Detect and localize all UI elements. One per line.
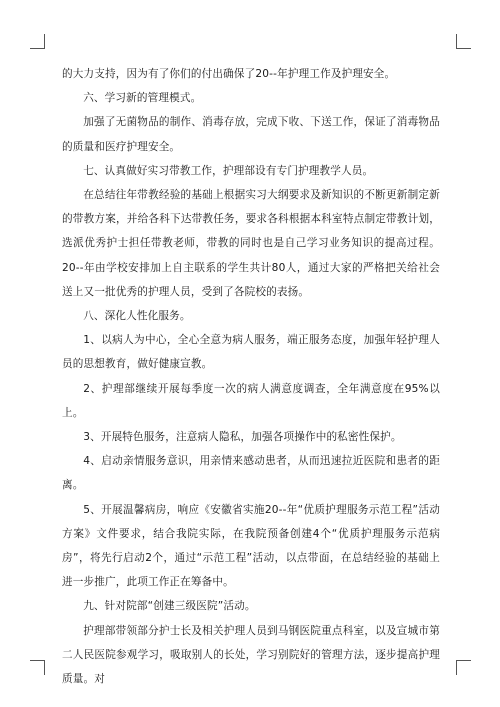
paragraph: 在总结往年带教经验的基础上根据实习大纲要求及新知识的不断更新制定新的带教方案，并给各科下达带教任务，要求各科根据本科室特点制定带教计划，选派优秀护士担任带教老师，带教的同时也是自己学习业务知识的提高过程。20--年由学校安排加上自主联系的学生共计80人，通过大家的严格把关给社会送上又一批优秀的护理人员，受到了各院校的表扬。 [62,189,440,298]
list-item: 3、开展特色服务，注意病人隐私，加强各项操作中的私密性保护。 [83,431,402,444]
document-body [62,62,440,691]
paragraph: 护理部带领部分护士长及相关护理人员到马钢医院重点科室，以及宣城市第二人民医院参观学习，吸取别人的长处，学习别院好的管理方法，逐步提高护理质量。对 [62,624,440,686]
list-item: 2、护理部继续开展每季度一次的病人满意度调查，全年满意度在95%以上。 [62,382,440,419]
list-item: 5、开展温馨病房，响应《安徽省实施20--年“优质护理服务示范工程”活动方案》文件要求，结合我院实际，在我院预备创建4个“优质护理服务示范病房”，将先行启动2个，通过“示范工程”活动，以点带面，在总结经验的基础上进一步推广，此项工作正在筹备中。 [62,503,440,589]
section-heading: 六、学习新的管理模式。 [83,92,202,105]
paragraph: 加强了无菌物品的制作、消毒存放，完成下收、下送工作，保证了消毒物品的质量和医疗护理安全。 [62,116,440,153]
section-heading: 八、深化人性化服务。 [83,310,191,323]
crop-mark-top-left [30,34,45,49]
list-item: 4、启动亲情服务意识，用亲情来感动患者，从而迅速拉近医院和患者的距离。 [62,455,440,492]
paragraph-continuation: 的大力支持，因为有了你们的付出确保了20--年护理工作及护理安全。 [62,68,396,80]
crop-mark-bottom-left [30,660,45,675]
section-heading: 七、认真做好实习带教工作，护理部设有专门护理教学人员。 [83,164,374,177]
list-item: 1、以病人为中心，全心全意为病人服务，端正服务态度，加强年轻护理人员的思想教育，做好健康宣教。 [62,334,440,371]
section-heading: 九、针对院部“创建三级医院”活动。 [83,600,256,613]
crop-mark-top-right [456,34,471,49]
crop-mark-bottom-right [456,660,471,675]
